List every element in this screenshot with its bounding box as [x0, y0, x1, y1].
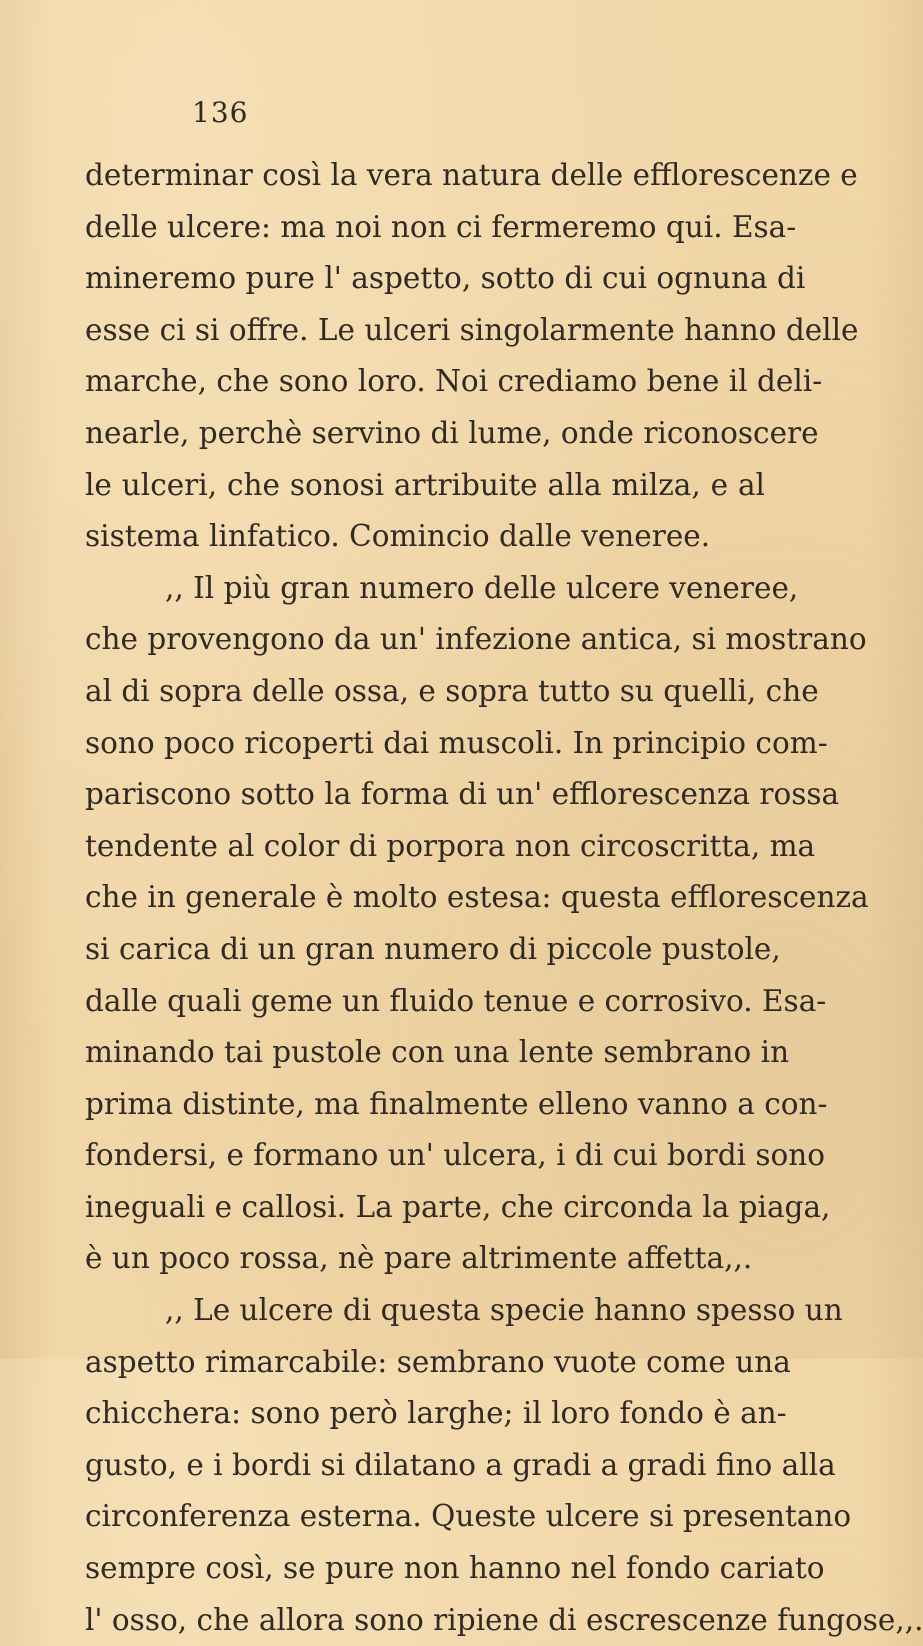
- text-line: sempre così, se pure non hanno nel fondo cariato: [85, 1551, 825, 1586]
- text-line: mineremo pure l' aspetto, sotto di cui ognuna di: [85, 261, 806, 296]
- text-line: dalle quali geme un fluido tenue e corrosivo. Esa-: [85, 983, 827, 1018]
- text-line: determinar così la vera natura delle efflorescenze e: [85, 158, 858, 192]
- text-line: si carica di un gran numero di piccole pustole,: [85, 931, 781, 966]
- text-line: fondersi, e formano un' ulcera, i di cui bordi sono: [85, 1138, 826, 1173]
- text-line: tendente al color di porpora non circoscritta, ma: [85, 828, 816, 863]
- text-line: al di sopra delle ossa, e sopra tutto su quelli, che: [85, 673, 819, 708]
- text-line-indented: ,, Le ulcere di questa specie hanno spesso un: [165, 1293, 843, 1328]
- text-line: minando tai pustole con una lente sembrano in: [85, 1035, 790, 1070]
- text-line: ineguali e callosi. La parte, che circonda la piaga,: [85, 1189, 831, 1224]
- text-line: le ulceri, che sonosi artribuite alla milza, e al: [85, 467, 765, 502]
- text-line: che provengono da un' infezione antica, si mostrano: [85, 622, 867, 657]
- text-line: prima distinte, ma finalmente elleno vanno a con-: [85, 1086, 828, 1121]
- text-line: nearle, perchè servino di lume, onde riconoscere: [85, 415, 819, 450]
- text-line: chicchera: sono però larghe; il loro fondo è an-: [85, 1396, 787, 1431]
- text-line-indented: ,, Il più gran numero delle ulcere veneree,: [165, 570, 799, 605]
- text-line: che in generale è molto estesa: questa efflorescenza: [85, 880, 869, 915]
- text-line: sistema linfatico. Comincio dalle veneree.: [85, 519, 711, 554]
- text-line: sono poco ricoperti dai muscoli. In principio com-: [85, 725, 828, 760]
- body-text: [85, 150, 923, 1646]
- text-line: marche, che sono loro. Noi crediamo bene il deli-: [85, 364, 823, 399]
- page-number: 136: [192, 96, 249, 129]
- text-line: è un poco rossa, nè pare altrimente affetta,,.: [85, 1241, 753, 1276]
- text-line: gusto, e i bordi si dilatano a gradi a gradi fino alla: [85, 1447, 836, 1482]
- text-line: circonferenza esterna. Queste ulcere si presentano: [85, 1499, 852, 1534]
- text-line: l' osso, che allora sono ripiene di escrescenze fungose,,.: [85, 1602, 923, 1637]
- text-line: esse ci si offre. Le ulceri singolarmente hanno delle: [85, 312, 859, 347]
- text-line: pariscono sotto la forma di un' efflorescenza rossa: [85, 777, 840, 812]
- text-line: aspetto rimarcabile: sembrano vuote come una: [85, 1344, 791, 1379]
- text-line: delle ulcere: ma noi non ci fermeremo qui. Esa-: [85, 209, 797, 244]
